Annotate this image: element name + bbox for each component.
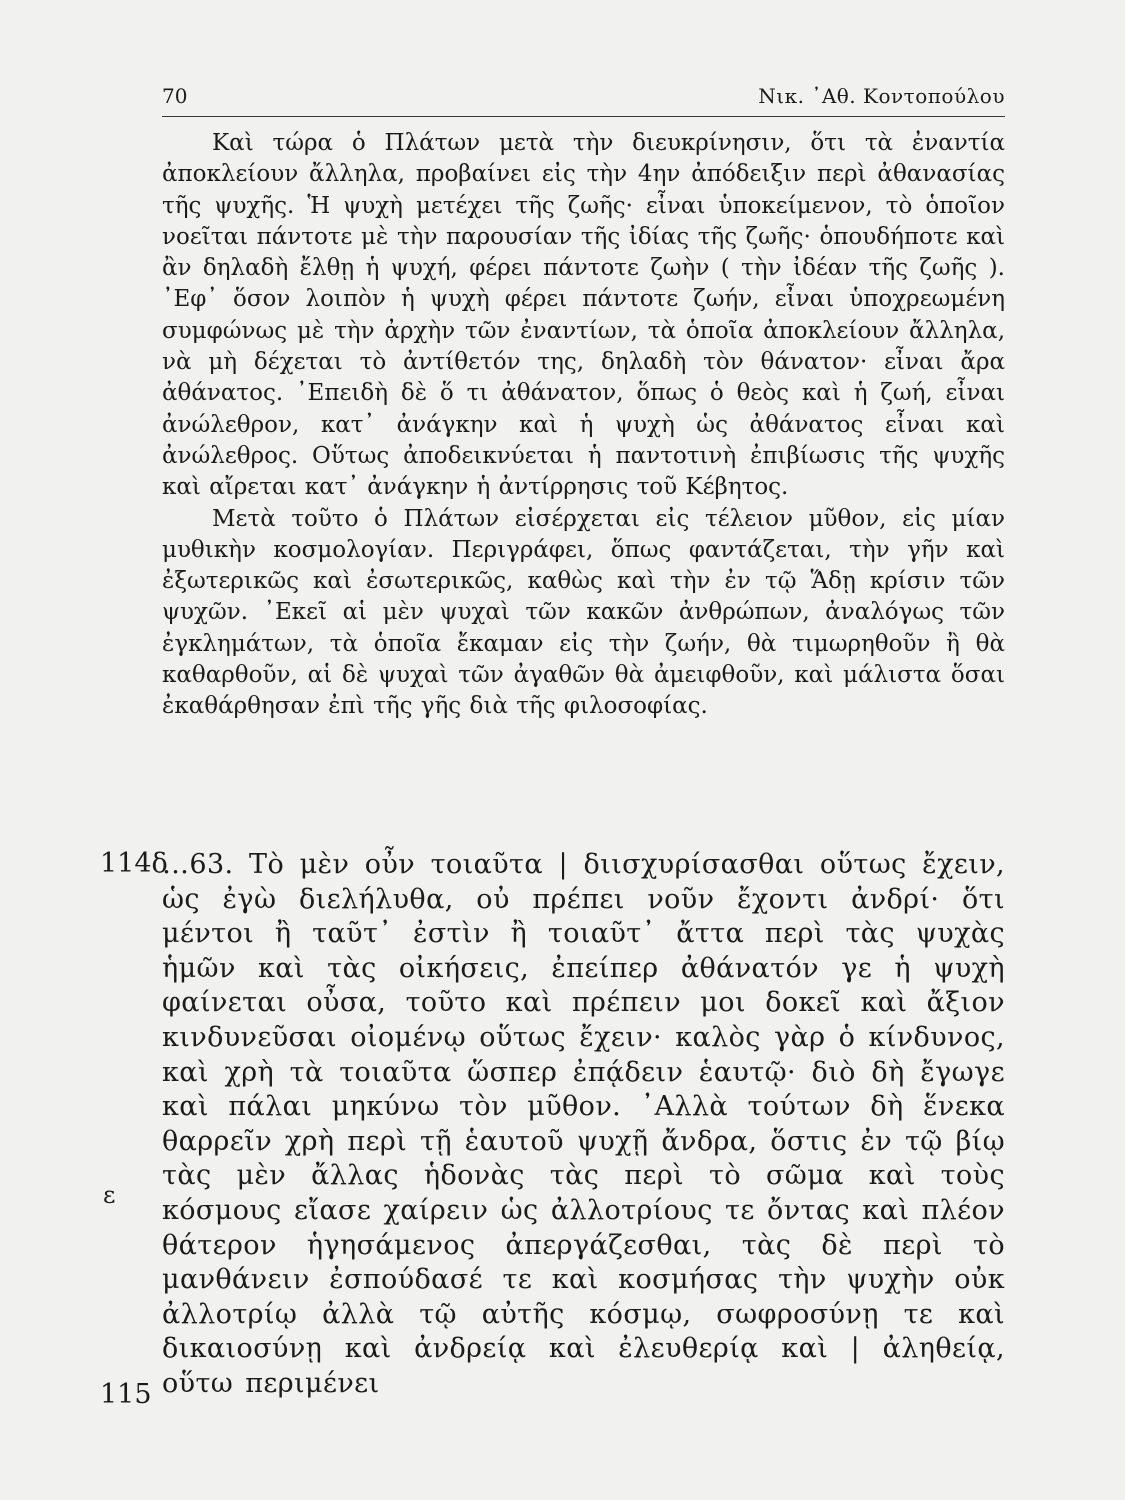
running-title: Νικ. ᾿Αθ. Κοντοπούλου (758, 84, 1005, 108)
commentary-text (162, 128, 1005, 723)
margin-reference: 114δ (100, 848, 168, 879)
page-number: 70 (162, 84, 188, 108)
page-header (162, 82, 1005, 117)
quoted-greek-text (162, 848, 1005, 1402)
quote-paragraph: …63. Τὸ μὲν οὖν τοιαῦτα | διισχυρίσασθαι οὕτως ἔχειν, ὡς ἐγὼ διελήλυθα, οὐ πρέπει νοῦν ἔχοντι ἀνδρί· ὅτι μέντοι ἢ ταῦτ᾿ ἐστὶν ἢ τοιαῦτ᾿ ἄττα περὶ τὰς ψυχὰς ἡμῶν καὶ τὰς οἰκήσεις, ἐπείπερ ἀθάνατόν γε ἡ ψυχὴ φαίνεται οὖσα, τοῦτο καὶ πρέπειν μοι δοκεῖ καὶ ἄξιον κινδυνεῦσαι οἰομένῳ οὕτως ἔχειν· καλὸς γὰρ ὁ κίνδυνος, καὶ χρὴ τὰ τοιαῦτα ὥσπερ ἐπᾴδειν ἑαυτῷ· διὸ δὴ ἔγωγε καὶ πάλαι μηκύνω τὸν μῦθον. ᾿Αλλὰ τούτων δὴ ἕνεκα θαρρεῖν χρὴ περὶ τῇ ἑαυτοῦ ψυχῇ ἄνδρα, ὅστις ἐν τῷ βίῳ τὰς μὲν ἄλλας ἡδονὰς τὰς περὶ τὸ σῶμα καὶ τοὺς κόσμους εἴασε χαίρειν ὡς ἀλλοτρίους τε ὄντας καὶ πλέον θάτερον ἡγησάμενος ἀπεργάζεσθαι, τὰς δὲ περὶ τὸ μανθάνειν ἐσπούδασέ τε καὶ κοσμήσας τὴν ψυχὴν οὐκ ἀλλοτρίῳ ἀλλὰ τῷ αὐτῆς κόσμῳ, σωφροσύνῃ τε καὶ δικαιοσύνῃ καὶ ἀνδρείᾳ καὶ ἐλευθερίᾳ καὶ | ἀληθείᾳ, οὕτω περιμένει (162, 849, 1005, 1399)
commentary-paragraph: Μετὰ τοῦτο ὁ Πλάτων εἰσέρχεται εἰς τέλειον μῦθον, εἰς μίαν μυθικὴν κοσμολογίαν. Περιγράφει, ὅπως φαντάζεται, τὴν γῆν καὶ ἐξωτερικῶς καὶ ἐσωτερικῶς, καθὼς καὶ τὴν ἐν τῷ Ἅδῃ κρίσιν τῶν ψυχῶν. ᾿Εκεῖ αἱ μὲν ψυχαὶ τῶν κακῶν ἀνθρώπων, ἀναλόγως τῶν ἐγκλημάτων, τὰ ὁποῖα ἔκαμαν εἰς τὴν ζωήν, θὰ τιμωρηθοῦν ἢ θὰ καθαρθοῦν, αἱ δὲ ψυχαὶ τῶν ἀγαθῶν θὰ ἀμειφθοῦν, καὶ μάλιστα ὅσαι ἐκαθάρθησαν ἐπὶ τῆς γῆς διὰ τῆς φιλοσοφίας. (162, 505, 1005, 720)
margin-reference: ε (103, 1181, 116, 1209)
margin-reference: 115 (100, 1379, 152, 1410)
commentary-paragraph: Καὶ τώρα ὁ Πλάτων μετὰ τὴν διευκρίνησιν, ὅτι τὰ ἐναντία ἀποκλείουν ἄλληλα, προβαίνει εἰς τὴν 4ην ἀπόδειξιν περὶ ἀθανασίας τῆς ψυχῆς. Ἡ ψυχὴ μετέχει τῆς ζωῆς· εἶναι ὑποκείμενον, τὸ ὁποῖον νοεῖται πάντοτε μὲ τὴν παρουσίαν τῆς ἰδίας τῆς ζωῆς· ὁπουδήποτε καὶ ἂν δηλαδὴ ἔλθῃ ἡ ψυχή, φέρει πάντοτε ζωὴν ( τὴν ἰδέαν τῆς ζωῆς ). ᾿Εφ᾿ ὅσον λοιπὸν ἡ ψυχὴ φέρει πάντοτε ζωήν, εἶναι ὑποχρεωμένη συμφώνως μὲ τὴν ἀρχὴν τῶν ἐναντίων, τὰ ὁποῖα ἀποκλείουν ἄλληλα, νὰ μὴ δέχεται τὸ ἀντίθετόν της, δηλαδὴ τὸν θάνατον· εἶναι ἄρα ἀθάνατος. ᾿Επειδὴ δὲ ὅ τι ἀθάνατον, ὅπως ὁ θεὸς καὶ ἡ ζωή, εἶναι ἀνώλεθρον, κατ᾿ ἀνάγκην καὶ ἡ ψυχὴ ὡς ἀθάνατος εἶναι καὶ ἀνώλεθρος. Οὕτως ἀποδεικνύεται ἡ παντοτινὴ ἐπιβίωσις τῆς ψυχῆς καὶ αἴρεται κατ᾿ ἀνάγκην ἡ ἀντίρρησις τοῦ Κέβητος. (162, 130, 1005, 501)
